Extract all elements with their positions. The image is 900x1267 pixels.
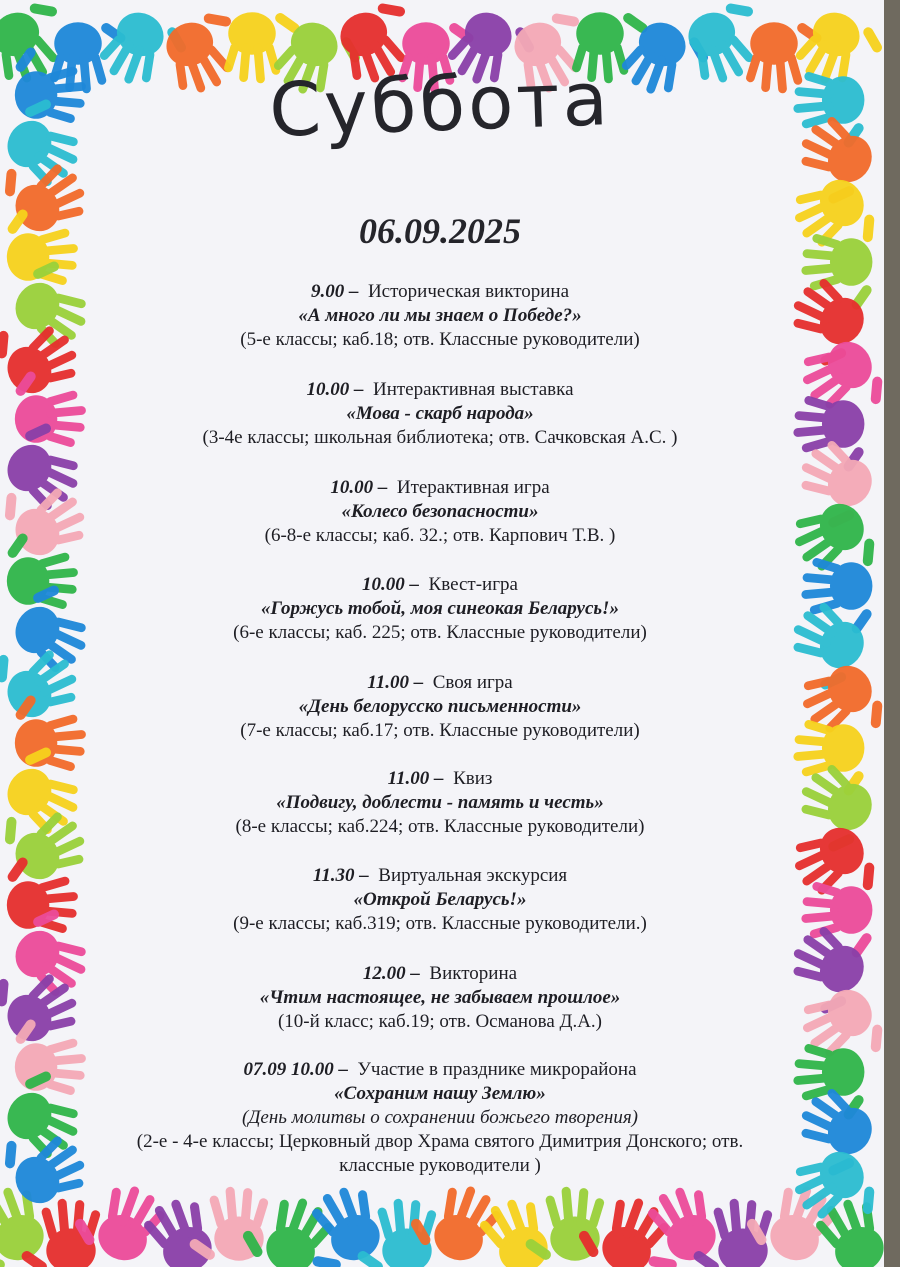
- schedule-content: [70, 0, 810, 1267]
- event-name: «А много ли мы знаем о Победе?»: [298, 305, 582, 326]
- event-type: Своя игра: [432, 672, 513, 693]
- event-type: Виртуальная экскурсия: [378, 865, 568, 886]
- event-3: [70, 476, 810, 548]
- event-details: (8-е классы; каб.224; отв. Классные руководители): [235, 816, 645, 837]
- page-title: Суббота: [267, 56, 613, 154]
- event-type: Итерактивная игра: [396, 477, 550, 498]
- event-type: Квест-игра: [428, 574, 518, 595]
- event-name: «Подвигу, доблести - память и честь»: [276, 792, 604, 813]
- event-9: [60, 1058, 820, 1178]
- event-details-continued: классные руководители ): [339, 1155, 541, 1176]
- event-5: [70, 671, 810, 743]
- event-6: [70, 767, 810, 839]
- event-time: 11.00 –: [387, 768, 444, 789]
- event-type: Квиз: [453, 768, 493, 789]
- event-time: 10.00 –: [306, 379, 364, 400]
- event-details: (2-е - 4-е классы; Церковный двор Храма святого Димитрия Донского; отв.: [136, 1131, 744, 1152]
- event-name: «День белорусско письменности»: [298, 696, 582, 717]
- event-time: 11.00 –: [367, 672, 424, 693]
- event-date: 06.09.2025: [359, 211, 521, 251]
- event-name: «Чтим настоящее, не забываем прошлое»: [259, 987, 621, 1008]
- event-name: «Горжусь тобой, моя синеокая Беларусь!»: [261, 598, 619, 619]
- event-time: 12.00 –: [362, 963, 420, 984]
- event-details: (9-е классы; каб.319; отв. Классные руководители.): [233, 913, 647, 934]
- event-time: 10.00 –: [330, 477, 388, 498]
- event-name: «Открой Беларусь!»: [353, 889, 527, 910]
- event-name: «Колесо безопасности»: [341, 501, 539, 522]
- event-time: 9.00 –: [310, 281, 359, 302]
- event-details: (3-4е классы; школьная библиотека; отв. Сачковская А.С. ): [202, 427, 678, 448]
- event-time: 11.30 –: [312, 865, 369, 886]
- event-1: [70, 280, 810, 352]
- event-note: (День молитвы о сохранении божьего творения): [242, 1107, 638, 1128]
- event-details: (6-е классы; каб. 225; отв. Классные руководители): [233, 622, 647, 643]
- event-time: 07.09 10.00 –: [243, 1059, 348, 1080]
- event-type: Интерактивная выставка: [372, 379, 574, 400]
- event-7: [70, 864, 810, 936]
- event-4: [70, 573, 810, 645]
- event-type: Участие в празднике микрорайона: [357, 1059, 637, 1080]
- event-8: [70, 962, 810, 1034]
- event-2: [70, 378, 810, 450]
- event-details: (5-е классы; каб.18; отв. Классные руководители): [240, 329, 640, 350]
- event-type: Историческая викторина: [367, 281, 570, 302]
- event-time: 10.00 –: [362, 574, 420, 595]
- event-details: (10-й класс; каб.19; отв. Османова Д.А.): [277, 1011, 603, 1032]
- event-name: «Сохраним нашу Землю»: [334, 1083, 546, 1104]
- event-details: (7-е классы; каб.17; отв. Классные руководители): [240, 720, 640, 741]
- event-type: Викторина: [429, 963, 518, 984]
- event-details: (6-8-е классы; каб. 32.; отв. Карпович Т.В. ): [264, 525, 616, 546]
- event-name: «Мова - скарб народа»: [346, 403, 534, 424]
